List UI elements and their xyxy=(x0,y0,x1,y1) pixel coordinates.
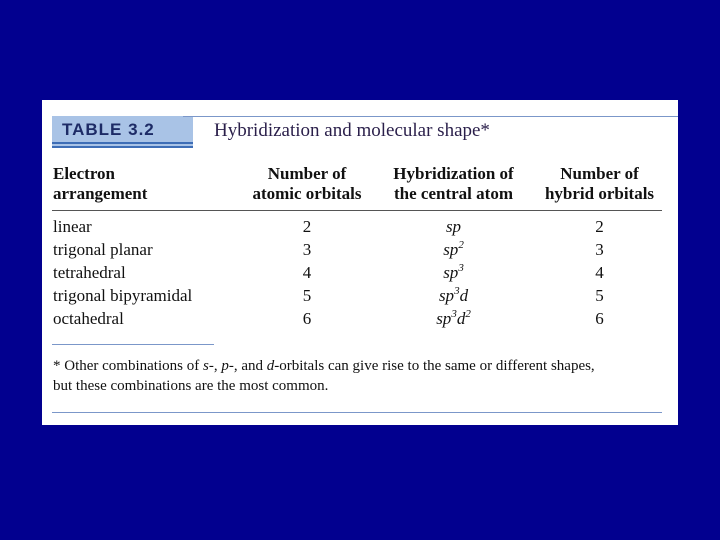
cell-hybridization xyxy=(380,284,527,307)
cell-hybridization xyxy=(380,238,527,261)
footnote-text: p xyxy=(221,358,229,374)
table-caption: Hybridization and molecular shape* xyxy=(214,120,490,141)
table-label-box xyxy=(52,116,193,148)
header-line: the central atom xyxy=(394,184,513,203)
hybridization-part: sp xyxy=(443,263,459,282)
header-line: Electron xyxy=(53,164,116,183)
cell-hybrid-orbitals: 5 xyxy=(595,286,604,305)
cell-atomic-orbitals: 3 xyxy=(302,240,312,259)
footnote-text: d xyxy=(266,358,275,374)
footnote-rule xyxy=(52,344,214,345)
cell-hybrid-orbitals: 3 xyxy=(595,240,604,259)
cell-hybridization xyxy=(380,261,527,284)
hybridization-part: d xyxy=(459,286,469,305)
cell-atomic-orbitals: 5 xyxy=(302,286,312,305)
cell-hybrid-orbitals: 4 xyxy=(595,263,604,282)
cell-arrangement: trigonal bipyramidal xyxy=(53,286,193,305)
label-rule xyxy=(52,146,193,148)
column-header-hybridization xyxy=(380,164,527,204)
cell-arrangement: linear xyxy=(53,217,92,236)
footnote-text: but these combinations are the most common. xyxy=(53,378,329,394)
bottom-rule xyxy=(52,412,662,413)
header-line: arrangement xyxy=(53,184,148,203)
cell-atomic-orbitals: 2 xyxy=(302,217,312,236)
header-line: Hybridization of xyxy=(393,164,514,183)
cell-hybridization xyxy=(380,215,527,238)
cell-arrangement: tetrahedral xyxy=(53,263,126,282)
hybridization-part: 3 xyxy=(454,285,460,297)
column-header-atomic-orbitals xyxy=(232,164,382,204)
column-header-hybrid-orbitals xyxy=(532,164,667,204)
cell-arrangement: trigonal planar xyxy=(53,240,153,259)
cell-arrangement: octahedral xyxy=(53,309,124,328)
hybridization-part: sp xyxy=(438,286,455,305)
top-rule xyxy=(183,116,678,117)
footnote xyxy=(53,356,668,396)
cell-atomic-orbitals: 6 xyxy=(302,309,312,328)
table-number: TABLE 3.2 xyxy=(62,120,155,139)
hybridization-part: 3 xyxy=(451,308,457,320)
header-line: Number of xyxy=(267,164,347,183)
hybridization-part: 2 xyxy=(458,239,464,251)
column-header-arrangement xyxy=(53,164,147,204)
header-line: Number of xyxy=(560,164,639,183)
footnote-text: s xyxy=(202,358,209,374)
cell-atomic-orbitals: 4 xyxy=(302,263,312,282)
hybridization-part: 3 xyxy=(458,262,464,274)
footnote-text: -, xyxy=(208,358,222,374)
hybridization-part: d xyxy=(456,309,466,328)
cell-hybridization xyxy=(380,307,527,330)
label-rule xyxy=(52,142,193,144)
hybridization-part: sp xyxy=(443,240,459,259)
header-divider xyxy=(52,210,662,211)
footnote-text: -orbitals can give rise to the same or different shapes, xyxy=(274,358,595,374)
footnote-text: -, and xyxy=(228,358,267,374)
header-line: atomic orbitals xyxy=(252,184,362,203)
header-line: hybrid orbitals xyxy=(544,184,655,203)
hybridization-part: 2 xyxy=(465,308,471,320)
cell-hybrid-orbitals: 6 xyxy=(595,309,604,328)
hybridization-part: sp xyxy=(436,309,452,328)
table-card xyxy=(42,100,678,425)
hybridization-part: sp xyxy=(445,217,462,236)
footnote-text: * Other combinations of xyxy=(53,358,203,374)
cell-hybrid-orbitals: 2 xyxy=(595,217,604,236)
